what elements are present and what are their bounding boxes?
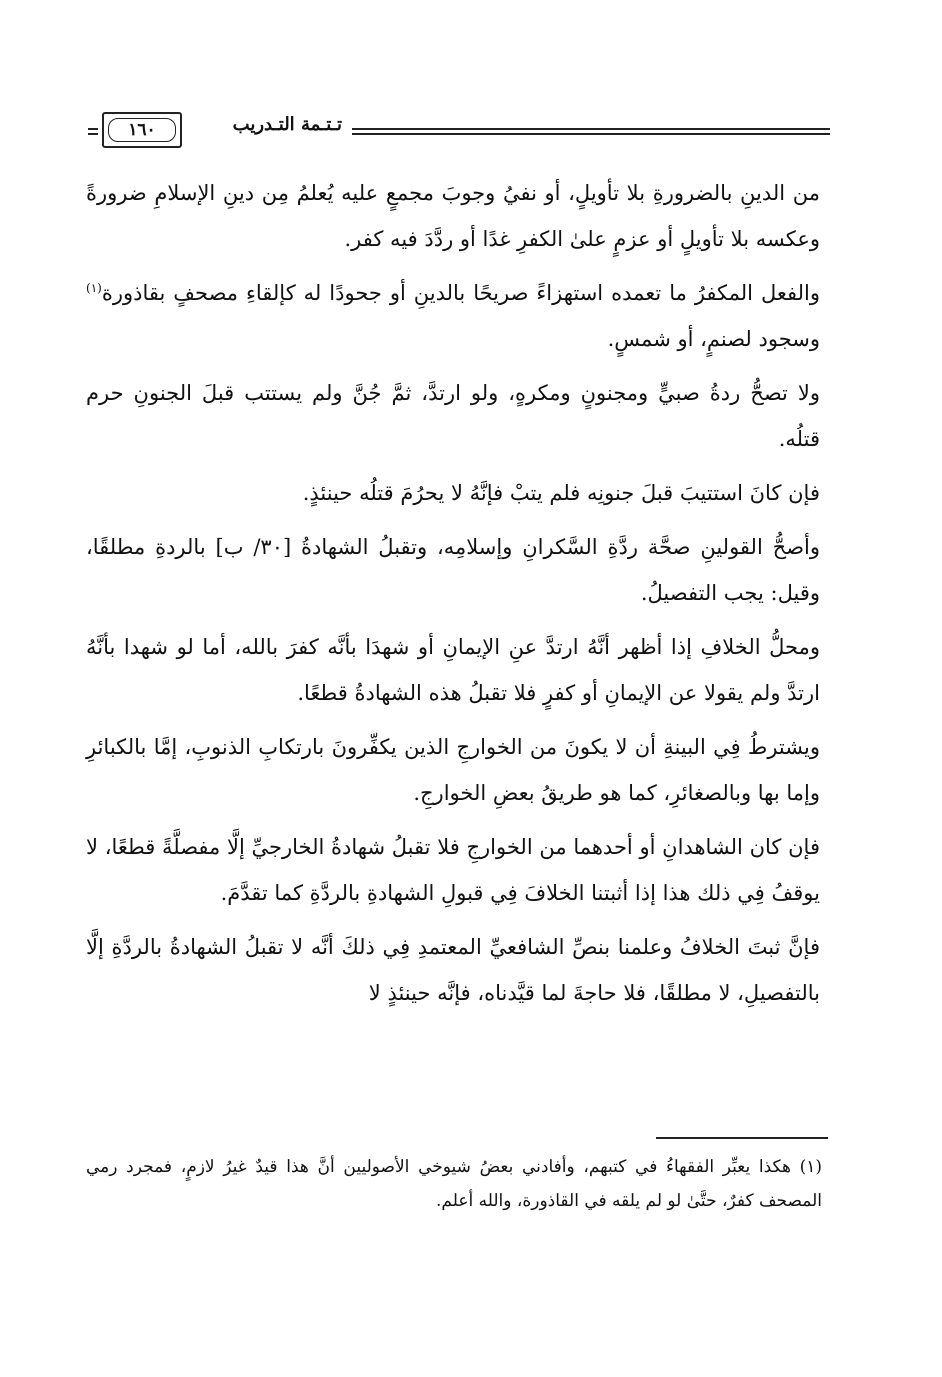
- main-text: [86, 170, 820, 1024]
- page-number: ١٦٠: [108, 118, 176, 142]
- paragraph-7: ويشترطُ فِي البينةِ أن لا يكونَ من الخوارجِ الذين يكفِّرونَ بارتكابِ الذنوبِ، إمَّا بالكبائرِ وإما بها وبالصغائرِ، كما هو طريقُ بعضِ الخوارجِ.: [86, 735, 820, 805]
- header-rule-right: [352, 128, 830, 135]
- footnote-1: (١) هكذا يعبِّر الفقهاءُ في كتبهم، وأفادني بعضُ شيوخي الأصوليين أنَّ هذا قيدٌ غيرُ لازمٍ، فمجرد رمي المصحف كفرٌ، حتَّىٰ لو لم يلقه في القاذورة، والله أعلم.: [86, 1157, 822, 1211]
- page-header: [88, 112, 830, 152]
- running-title: تـتـمة التـدريب: [232, 114, 342, 135]
- paragraph-3: ولا تصحُّ ردةُ صبيٍّ ومجنونٍ ومكرهٍ، ولو ارتدَّ، ثمَّ جُنَّ ولم يستتب قبلَ الجنونِ حرم قتلُه.: [86, 381, 820, 451]
- footnote-marker: (١): [86, 281, 102, 295]
- paragraph-8: فإن كان الشاهدانِ أو أحدهما من الخوارجِ فلا تقبلُ شهادةُ الخارجيِّ إلَّا مفصلَّةً قطعًا، لا يوقفُ فِي ذلك هذا إذا أثبتنا الخلافَ فِي قبولِ الشهادةِ بالردَّةِ كما تقدَّمَ.: [86, 835, 820, 905]
- footnotes: [86, 1150, 822, 1218]
- paragraph-2-tail: وسجود لصنمٍ، أو شمسٍ.: [607, 327, 820, 351]
- paragraph-1: من الدينِ بالضرورةِ بلا تأويلٍ، أو نفيُ وجوبَ مجمعٍ عليه يُعلمُ مِن دينِ الإسلامِ ضرورةً وعكسه بلا تأويلٍ أو عزمٍ علىٰ الكفرِ غدًا أو ردَّدَ فيه كفر.: [86, 181, 820, 251]
- paragraph-5: وأصحُّ القولينِ صحَّة ردَّةِ السَّكرانِ وإسلامِه، وتقبلُ الشهادةُ [٣٠/ ب] بالردةِ مطلقًا، وقيل: يجب التفصيلُ.: [86, 535, 820, 605]
- paragraph-2: [86, 270, 820, 362]
- paragraph-4: فإن كانَ استتيبَ قبلَ جنونِه فلم يتبْ فإنَّهُ لا يحرُمَ قتلُه حينئذٍ.: [302, 481, 820, 505]
- page-number-frame: [102, 112, 182, 148]
- header-rule-left: [88, 128, 98, 135]
- paragraph-2-text: والفعل المكفرُ ما تعمده استهزاءً صريحًا بالدينِ أو جحودًا له كإلقاءِ مصحفٍ بقاذورة: [101, 281, 820, 305]
- paragraph-9: فإنَّ ثبتَ الخلافُ وعلمنا بنصِّ الشافعيِّ المعتمدِ فِي ذلكَ أنَّه لا تقبلُ الشهادةُ بالردَّةِ إلَّا بالتفصيلِ، لا مطلقًا، فلا حاجةَ لما قيَّدناه، فإنَّه حينئذٍ لا: [86, 935, 820, 1005]
- paragraph-6: ومحلُّ الخلافِ إذا أظهر أنَّهُ ارتدَّ عنِ الإيمانِ أو شهدَا بأنَّه كفرَ بالله، أما لو شهدا بأنَّهُ ارتدَّ ولم يقولا عن الإيمانِ أو كفرٍ فلا تقبلُ هذه الشهادةُ قطعًا.: [86, 635, 820, 705]
- footnote-separator: [656, 1137, 828, 1139]
